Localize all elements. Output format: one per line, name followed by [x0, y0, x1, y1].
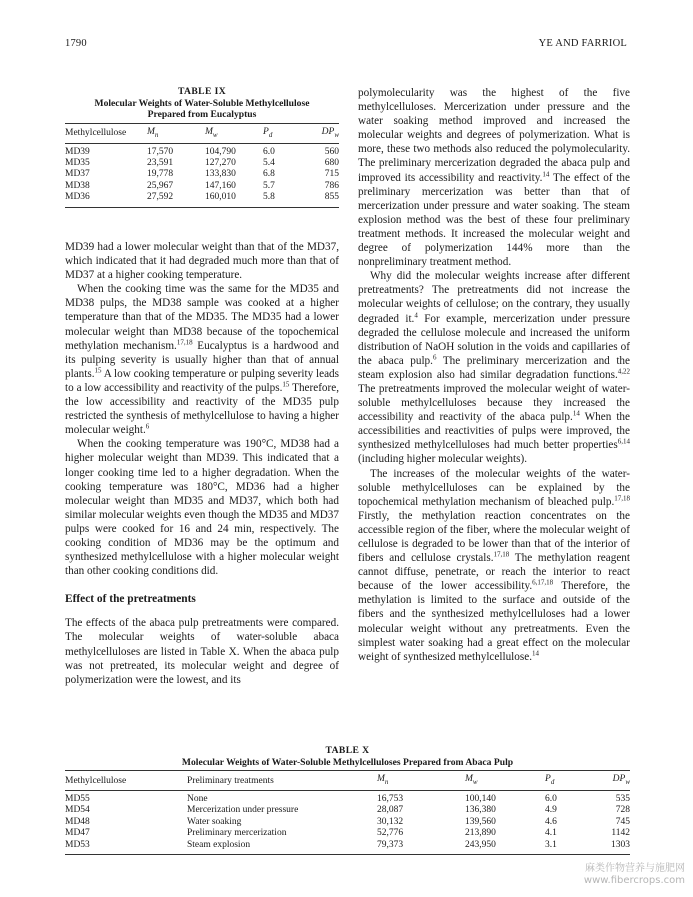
- table-cell: 147,160: [205, 180, 236, 191]
- table-x-body: [65, 791, 630, 855]
- table-cell: 6.8: [263, 169, 275, 180]
- table-row: [65, 181, 339, 192]
- table-x-subtitle: Molecular Weights of Water-Soluble Methylcelluloses Prepared from Abaca Pulp: [181, 756, 514, 768]
- table-cell: 136,380: [465, 805, 496, 816]
- table-cell: 855: [301, 192, 339, 207]
- table-cell: 27,592: [147, 192, 205, 207]
- table-row: [65, 828, 630, 839]
- table-cell: Preliminary mercerization: [187, 828, 287, 839]
- table-x-grid: [65, 770, 630, 855]
- table-x-header-treatments: Preliminary treatments: [187, 775, 274, 786]
- table-cell: MD36: [65, 192, 147, 207]
- table-cell: 4.6: [545, 816, 557, 827]
- table-cell: None: [187, 794, 208, 804]
- table-cell: 19,778: [147, 169, 174, 180]
- table-cell: 1303: [599, 840, 630, 855]
- table-cell: 5.4: [263, 157, 275, 168]
- table-cell: 104,790: [205, 146, 236, 157]
- table-row: [65, 192, 339, 207]
- table-ix-title: TABLE IX: [177, 86, 227, 97]
- table-cell: 745: [615, 816, 630, 827]
- table-x-header-pd: $P_d$: [545, 774, 555, 786]
- paragraph: polymolecularity was the highest of the five methylcelluloses. Mercerization under pressure and the water soaking method improved and increased the molecular weights and degrees of polymerization. What is more, these two methods also reduced the polymolecularity. The preliminary mercerization degraded the abaca pulp and improved its accessibility and reactivity.$^{14}$ The effect of the preliminary mercerization was better than that of mercerization under pressure and water soaking. The steam explosion method was the best of these four preliminary treatment methods. It increased the molecular weight and degree of polymerization 144% more than the nonpreliminary treatment method.: [358, 87, 630, 269]
- table-cell: 560: [324, 146, 339, 157]
- paragraph: When the cooking time was the same for the MD35 and MD38 pulps, the MD38 sample was cooked at a higher temperature than that of the MD35. The MD35 had a lower molecular weight than MD38 because of the topochemical methylation mechanism.$^{17,18}$ Eucalyptus is a hardwood and its pulping severity is usually higher than that of annual plants.$^{15}$ A low cooking temperature or pulping severity leads to a low accessibility and reactivity of the pulps.$^{15}$ Therefore, the low accessibility and reactivity of the MD35 pulp restricted the synthesis of methylcellulose to having a higher molecular weight.$^6$: [65, 283, 339, 437]
- table-x-header-methylcellulose: Methylcellulose: [65, 775, 127, 786]
- table-cell: MD37: [65, 169, 90, 180]
- table-cell: 133,830: [205, 169, 236, 180]
- table-cell: 5.8: [263, 192, 301, 207]
- table-row: [65, 817, 630, 828]
- table-cell: 728: [615, 805, 630, 816]
- watermark-line2: www.fibercrops.com: [583, 875, 685, 886]
- table-row: [65, 805, 630, 816]
- table-ix-subtitle-line1: Molecular Weights of Water-Soluble Methylcellulose: [94, 97, 310, 109]
- table-cell: MD48: [65, 816, 90, 827]
- section-heading: Effect of the pretreatments: [65, 593, 196, 606]
- table-cell: 79,373: [377, 840, 465, 855]
- table-cell: 3.1: [545, 840, 599, 855]
- table-ix-subtitle-line2: Prepared from Eucalyptus: [147, 109, 257, 120]
- table-cell: 1142: [611, 828, 630, 839]
- table-cell: 16,753: [377, 794, 404, 804]
- table-cell: 243,950: [465, 840, 545, 855]
- table-cell: 6.0: [263, 146, 275, 157]
- table-ix: [65, 86, 339, 208]
- table-ix-grid: [65, 123, 339, 208]
- table-cell: 17,570: [147, 146, 174, 157]
- table-cell: 30,132: [377, 816, 404, 827]
- table-cell: 680: [324, 157, 339, 168]
- table-ix-header-methylcellulose: Methylcellulose: [65, 128, 127, 138]
- table-row: [65, 840, 630, 855]
- table-x-header-dpw: $DP_w$: [612, 774, 630, 786]
- table-cell: MD54: [65, 805, 90, 816]
- watermark-line1: 麻类作物营养与施肥网: [585, 863, 685, 874]
- table-cell: 52,776: [377, 828, 404, 839]
- paragraph: MD39 had a lower molecular weight than that of the MD37, which indicated that it had degraded much more than that of MD37 at a higher cooking temperature.: [65, 241, 339, 282]
- table-x: [65, 745, 630, 855]
- table-ix-header-mn: $M_n$: [147, 126, 159, 139]
- table-cell: Steam explosion: [187, 840, 377, 855]
- table-x-caption: [65, 745, 630, 768]
- table-cell: MD53: [65, 840, 187, 855]
- table-cell: 535: [615, 794, 630, 804]
- table-ix-header-pd: $P_d$: [263, 126, 273, 139]
- table-cell: 4.9: [545, 805, 557, 816]
- table-cell: 28,087: [377, 805, 404, 816]
- table-cell: 786: [324, 180, 339, 191]
- paragraph: Why did the molecular weights increase after different pretreatments? The pretreatments did not increase the molecular weights of cellulose; on the contrary, they usually degraded it.$^4$ For example, mercerization under pressure degraded the cellulose molecule and increased the uniform distribution of NaOH solution in the voids and capillaries of the abaca pulp.$^6$ The preliminary mercerization and the steam explosion also had similar degradation functions.$^{4,22}$ The pretreatments improved the molecular weight of water-soluble methylcelluloses because they increased the accessibility and reactivity of the abaca pulp.$^{14}$ When the accessibilities and reactivities of pulps were improved, the synthesized methylcelluloses had much better properties$^{6,14}$ (including higher molecular weights).: [358, 270, 631, 466]
- table-cell: 6.0: [545, 794, 557, 804]
- table-cell: MD39: [65, 146, 90, 157]
- table-cell: 160,010: [205, 192, 263, 207]
- table-cell: 100,140: [465, 794, 496, 804]
- table-cell: 25,967: [147, 180, 174, 191]
- table-cell: MD55: [65, 794, 90, 804]
- table-ix-header-mw: $M_w$: [205, 126, 218, 139]
- table-x-header-mn: $M_n$: [377, 774, 389, 786]
- table-cell: 715: [324, 169, 339, 180]
- right-column: [358, 86, 630, 664]
- table-cell: 127,270: [205, 157, 236, 168]
- table-x-header-mw: $M_w$: [465, 774, 478, 786]
- table-cell: 139,560: [465, 816, 496, 827]
- table-row: [65, 158, 339, 169]
- table-row: [65, 791, 630, 806]
- left-column: [65, 240, 339, 687]
- table-cell: MD38: [65, 180, 90, 191]
- table-cell: 23,591: [147, 157, 174, 168]
- page-number: 1790: [65, 38, 87, 49]
- table-row: [65, 169, 339, 180]
- table-cell: MD35: [65, 157, 90, 168]
- table-cell: 213,890: [465, 828, 496, 839]
- table-x-title: TABLE X: [325, 745, 370, 756]
- table-ix-caption: [65, 86, 339, 121]
- table-cell: MD47: [65, 828, 90, 839]
- table-row: [65, 143, 339, 158]
- table-cell: Water soaking: [187, 816, 242, 827]
- table-cell: 4.1: [545, 828, 557, 839]
- table-ix-body: [65, 143, 339, 207]
- paragraph: When the cooking temperature was 190°C, MD38 had a higher molecular weight than MD39. This indicated that a longer cooking time led to a higher degradation. When the cooking temperature was 180°C, MD36 had a higher molecular weight than MD35 and MD37, which both had similar molecular weights even though the MD35 and MD37 pulps were cooked for 16 and 24 min, respectively. The cooking condition of MD36 may be the optimum and synthesized methylcellulose with a higher molecular weight than other cooking conditions did.: [65, 438, 339, 578]
- watermark: [584, 863, 685, 887]
- paragraph: The effects of the abaca pulp pretreatments were compared. The molecular weights of water-soluble abaca methylcelluloses are listed in Table X. When the abaca pulp was not pretreated, its molecular weight and degree of polymerization were the lowest, and its: [65, 617, 339, 686]
- table-ix-header-dpw: $DP_w$: [321, 126, 339, 139]
- table-cell: Mercerization under pressure: [187, 805, 299, 816]
- running-title: YE AND FARRIOL: [538, 38, 627, 49]
- table-cell: 5.7: [263, 180, 275, 191]
- paragraph: The increases of the molecular weights of the water-soluble methylcelluloses can be explained by the topochemical methylation mechanism of bleached pulp.$^{17,18}$ Firstly, the methylation reaction concentrates on the accessible region of the fiber, where the molecular weight of cellulose is degraded to be lower than that of the interior of fibers and cellulose crystals.$^{17,18}$ The methylation reagent cannot diffuse, penetrate, or reach the interior to react because of the lower accessibility.$^{6,17,18}$ Therefore, the methylation is limited to the surface and outside of the fibers and the synthesized methylcelluloses had a lower molecular weight without any pretreatments. Even the simplest water soaking had a great effect on the molecular weight of synthesized methylcellulose.$^{14}$: [358, 467, 630, 663]
